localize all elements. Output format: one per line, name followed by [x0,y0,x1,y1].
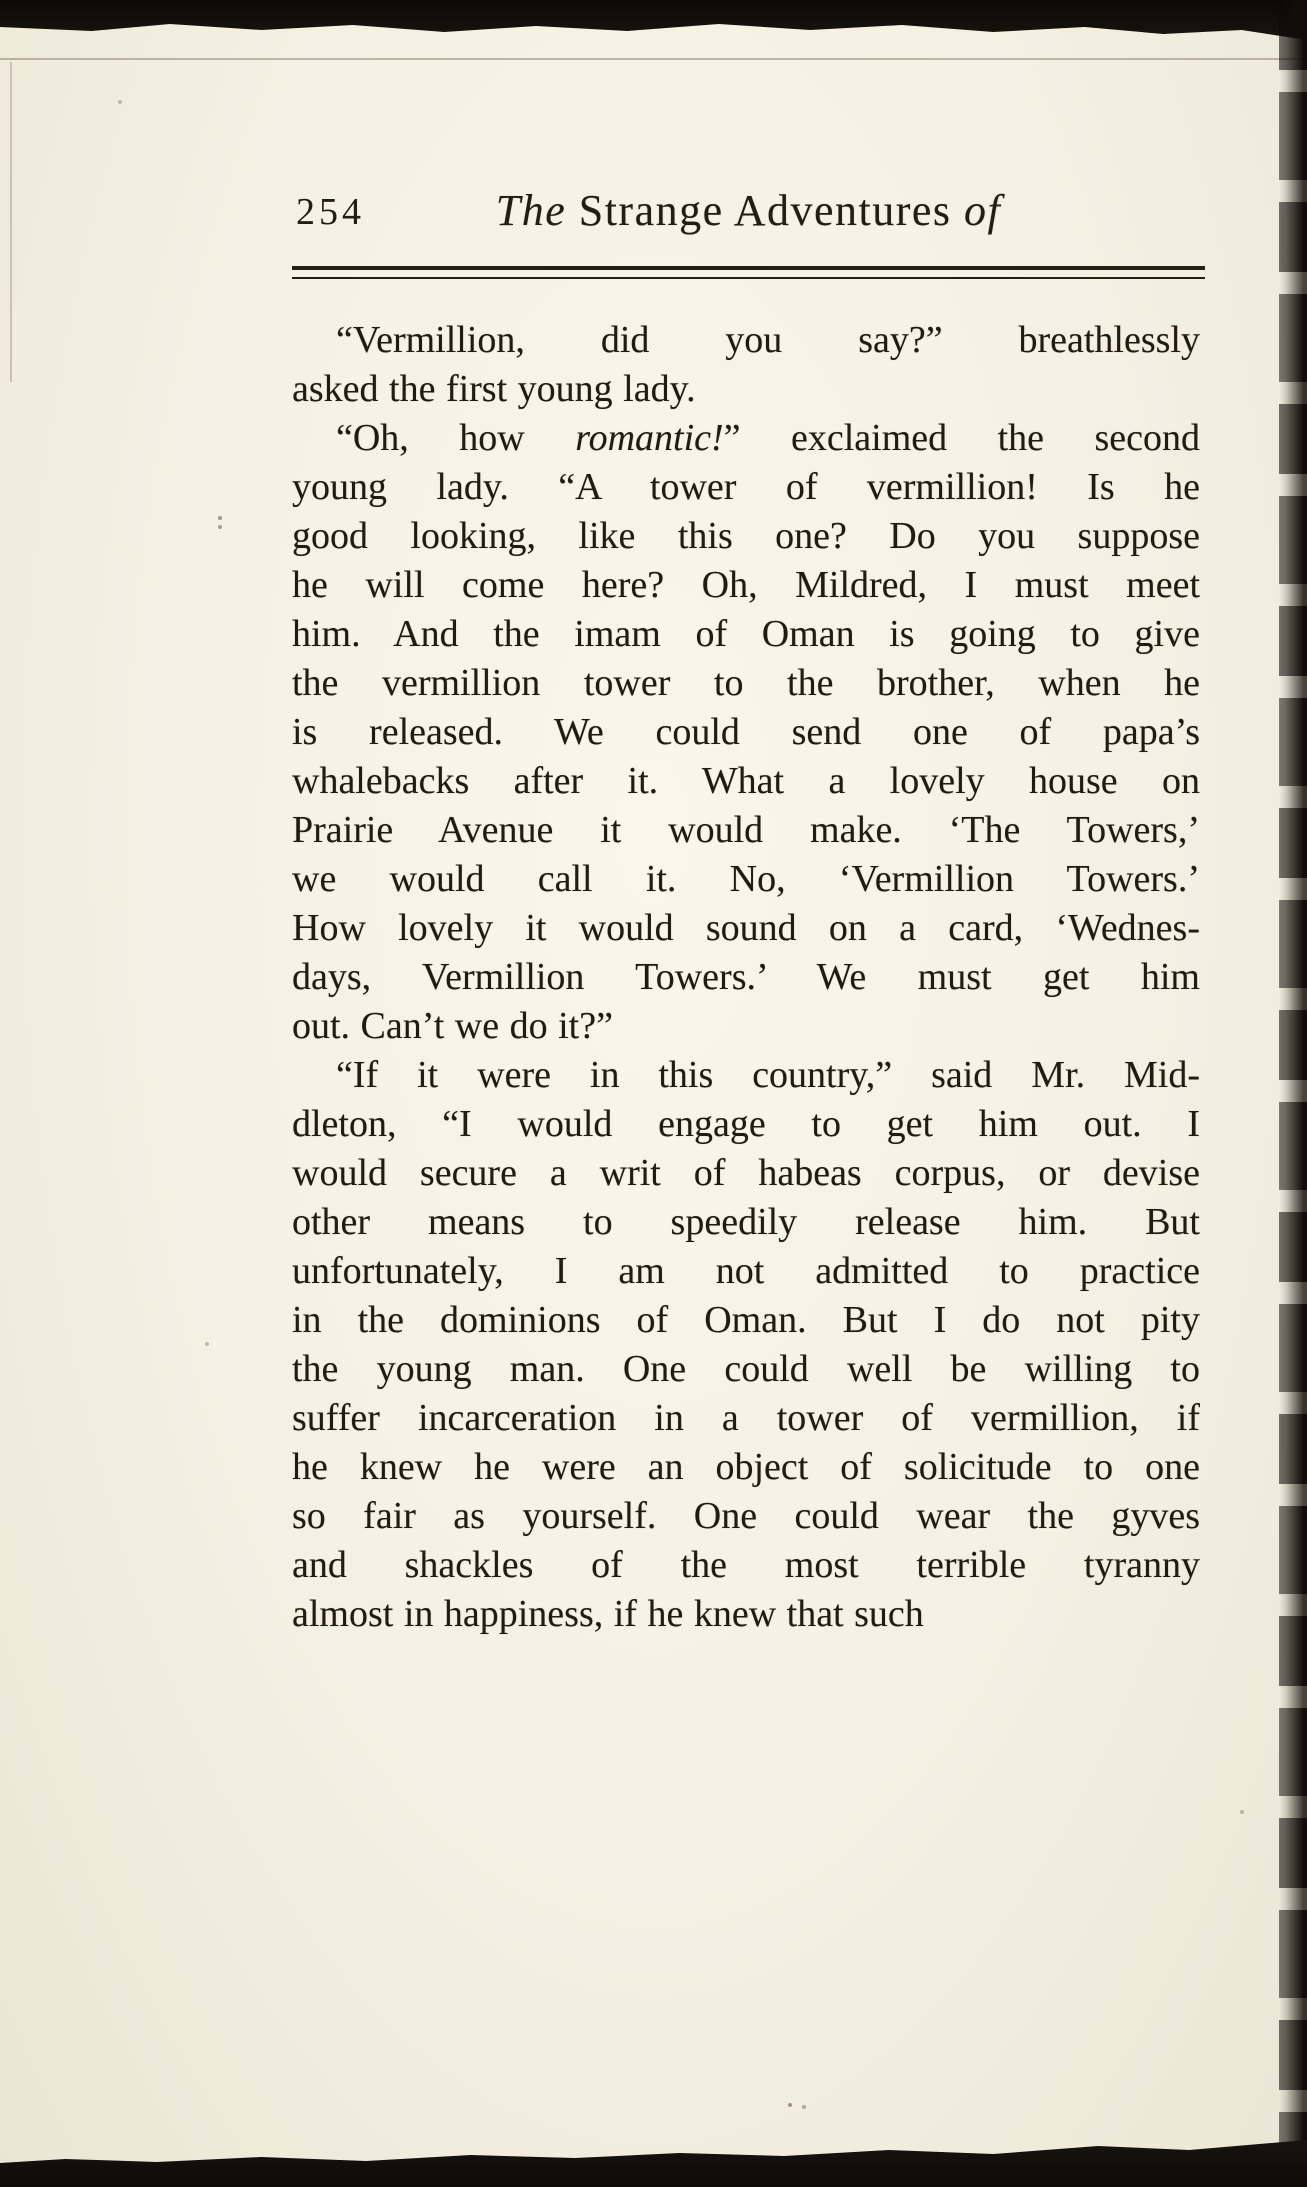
text-line: and shackles of the most terrible tyranny [292,1544,1200,1586]
text-line: the young man. One could well be willing to [292,1348,1200,1390]
scan-line-top [0,58,1307,60]
scan-line-left [10,62,12,382]
text-line: other means to speedily release him. But [292,1201,1200,1243]
body-text [292,316,1200,1639]
running-title-middle: Strange Adventures [566,186,965,235]
text-line: How lovely it would sound on a card, ‘Wednes- [292,907,1200,949]
text-line: he will come here? Oh, Mildred, I must meet [292,564,1200,606]
scan-edge-right [1279,0,1307,2187]
text-line: him. And the imam of Oman is going to give [292,613,1200,655]
scan-speck [788,2103,792,2107]
paragraph [292,414,1200,1051]
text-line: asked the first young lady. [292,368,696,410]
text-line: whalebacks after it. What a lovely house on [292,760,1200,802]
paragraph [292,1051,1200,1639]
running-title-word-of: of [964,186,1002,235]
text-line: unfortunately, I am not admitted to practice [292,1250,1200,1292]
text-line: suffer incarceration in a tower of vermillion, if [292,1397,1200,1439]
running-title-word-the: The [495,186,567,235]
text-line: we would call it. No, ‘Vermillion Towers.’ [292,858,1200,900]
scan-edge-bottom [0,2127,1307,2187]
scan-speck [205,1342,209,1346]
page-header [292,184,1205,236]
running-title [292,185,1205,236]
text-line: days, Vermillion Towers.’ We must get him [292,956,1200,998]
paragraph [292,316,1200,414]
header-rule-top [292,266,1205,270]
text-line: “Vermillion, did you say?” breathlessly [336,319,1200,361]
text-line: is released. We could send one of papa’s [292,711,1200,753]
text-line: out. Can’t we do it?” [292,1005,613,1047]
text-line: good looking, like this one? Do you suppose [292,515,1200,557]
text-line: would secure a writ of habeas corpus, or devise [292,1152,1200,1194]
text-line: “Oh, how romantic!” exclaimed the second [336,417,1200,459]
text-line: almost in happiness, if he knew that such [292,1593,924,1635]
text-line: young lady. “A tower of vermillion! Is he [292,466,1200,508]
scan-edge-top [0,0,1307,48]
text-line: “If it were in this country,” said Mr. Mid- [336,1054,1200,1096]
scan-speck [118,100,122,104]
text-line: so fair as yourself. One could wear the gyves [292,1495,1200,1537]
text-line: he knew he were an object of solicitude to one [292,1446,1200,1488]
scan-speck [1240,1810,1244,1814]
scan-speck [218,516,222,520]
header-rule-bottom [292,277,1205,279]
text-line: the vermillion tower to the brother, when he [292,662,1200,704]
page-number: 254 [296,191,365,233]
text-line: dleton, “I would engage to get him out. I [292,1103,1200,1145]
text-line: Prairie Avenue it would make. ‘The Towers,’ [292,809,1200,851]
text-line: in the dominions of Oman. But I do not pity [292,1299,1200,1341]
